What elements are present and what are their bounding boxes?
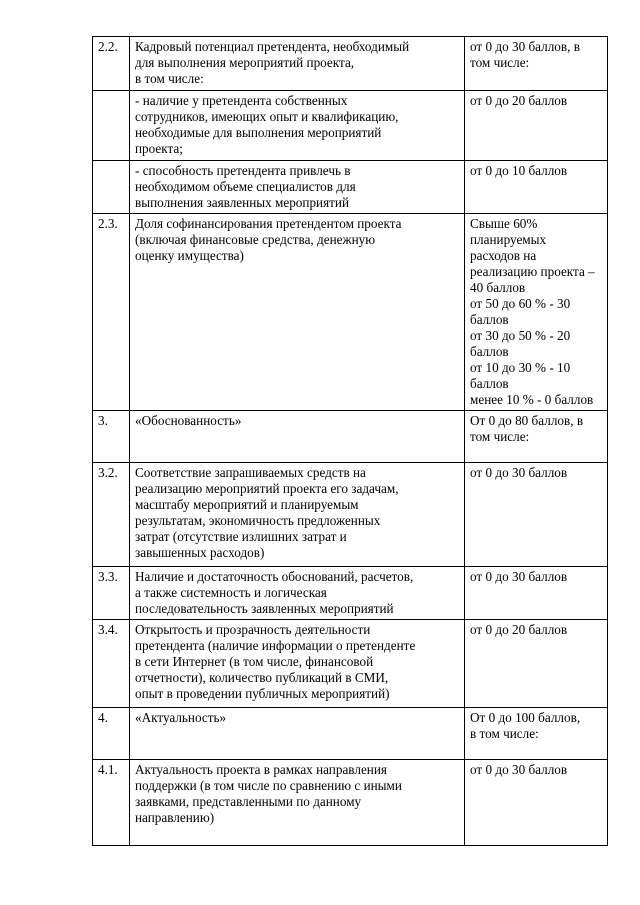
row-number: 2.2.	[93, 37, 130, 91]
criterion-description: Доля софинансирования претендентом проекта (включая финансовые средства, денежную оценку имущества)	[130, 214, 465, 411]
criterion-description: Актуальность проекта в рамках направления поддержки (в том числе по сравнению с иными заявками, представленными по данному направлению)	[130, 760, 465, 846]
score-range: От 0 до 100 баллов, в том числе:	[465, 708, 608, 760]
criterion-description: «Обоснованность»	[130, 411, 465, 463]
table-row	[93, 708, 608, 760]
score-range: от 0 до 20 баллов	[465, 620, 608, 708]
score-range: От 0 до 80 баллов, в том числе:	[465, 411, 608, 463]
table-row	[93, 620, 608, 708]
row-number: 3.2.	[93, 463, 130, 567]
row-number: 4.	[93, 708, 130, 760]
criterion-description: «Актуальность»	[130, 708, 465, 760]
score-range: от 0 до 30 баллов	[465, 567, 608, 620]
row-number: 2.3.	[93, 214, 130, 411]
criterion-description: - способность претендента привлечь в необходимом объеме специалистов для выполнения заявленных мероприятий	[130, 161, 465, 214]
score-range: от 0 до 30 баллов, в том числе:	[465, 37, 608, 91]
table-row	[93, 214, 608, 411]
score-range: от 0 до 20 баллов	[465, 91, 608, 161]
criterion-description: - наличие у претендента собственных сотрудников, имеющих опыт и квалификацию, необходимые для выполнения мероприятий проекта;	[130, 91, 465, 161]
row-number: 4.1.	[93, 760, 130, 846]
row-number: 3.4.	[93, 620, 130, 708]
score-range: от 0 до 30 баллов	[465, 760, 608, 846]
criterion-description: Соответствие запрашиваемых средств на реализацию мероприятий проекта его задачам, масштабу мероприятий и планируемым результатам, экономичность предложенных затрат (отсутствие излишних затрат и завышенных расходов)	[130, 463, 465, 567]
row-number: 3.	[93, 411, 130, 463]
score-range: от 0 до 10 баллов	[465, 161, 608, 214]
criterion-description: Наличие и достаточность обоснований, расчетов, а также системность и логическая последовательность заявленных мероприятий	[130, 567, 465, 620]
row-number: 3.3.	[93, 567, 130, 620]
row-number	[93, 91, 130, 161]
table-row	[93, 161, 608, 214]
table-row	[93, 411, 608, 463]
row-number	[93, 161, 130, 214]
score-range: Свыше 60% планируемых расходов на реализацию проекта – 40 баллов от 50 до 60 % - 30 баллов от 30 до 50 % - 20 баллов от 10 до 30 % - 10 баллов менее 10 % - 0 баллов	[465, 214, 608, 411]
table-row	[93, 760, 608, 846]
criteria-table	[92, 36, 608, 846]
table-row	[93, 37, 608, 91]
score-range: от 0 до 30 баллов	[465, 463, 608, 567]
criterion-description: Кадровый потенциал претендента, необходимый для выполнения мероприятий проекта, в том числе:	[130, 37, 465, 91]
table-row	[93, 463, 608, 567]
table-row	[93, 91, 608, 161]
criterion-description: Открытость и прозрачность деятельности претендента (наличие информации о претенденте в сети Интернет (в том числе, финансовой отчетности), количество публикаций в СМИ, опыт в проведении публичных мероприятий)	[130, 620, 465, 708]
table-row	[93, 567, 608, 620]
